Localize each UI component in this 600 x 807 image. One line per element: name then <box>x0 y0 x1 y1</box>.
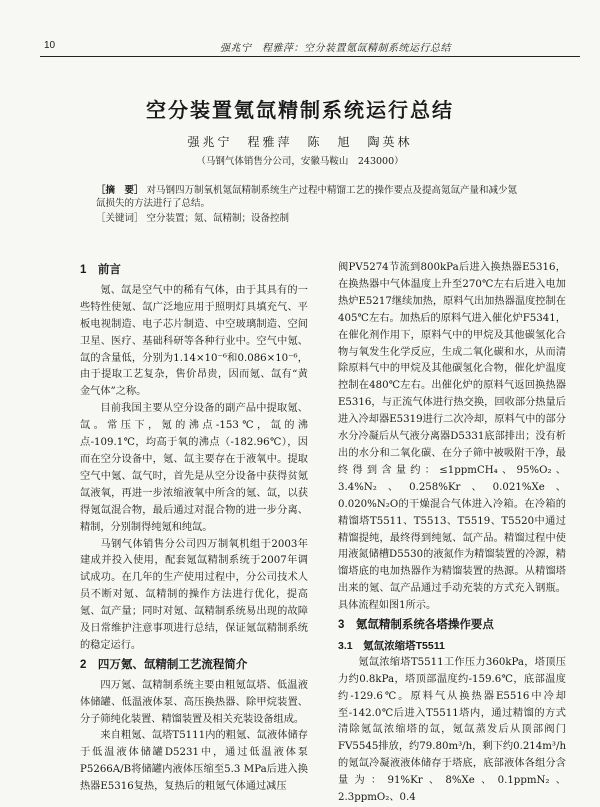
paragraph: 氪氙浓缩塔T5511工作压力360kPa，塔顶压力约0.8kPa，塔顶部温度约-159.6℃，底部温度约-129.6℃。原料气从换热器E5516中冷却至-142.0℃后进入T5511塔内，通过精馏的方式清除氪氙浓缩塔的氙，氪氙蒸发后从顶部阀门FV5545排放，约79.80m³/h，剩下约0.214m³/h的氪氙冷凝液液体储存于塔底，底部液体各组分含量为：91%Kr、8%Xe、0.1ppmN₂、2.3ppmO₂、0.4 <box>338 656 566 804</box>
section-2-heading: 2 四万氪、氙精制工艺流程简介 <box>80 658 248 671</box>
left-column <box>80 260 308 796</box>
paragraph: 氪、氙是空气中的稀有气体，由于其具有的一些特性使氪、氙广泛地应用于照明灯具填充气、平板电视制造、电子芯片制造、中空玻璃制造、空间卫星、医疗、基础科研等各种行业中。空气中氪、氙的含量低，分别为1.14×10⁻⁶和0.086×10⁻⁶，由于提取工艺复杂，售价昂贵，因而氪、氙有“黄金气体”之称。 <box>80 284 308 398</box>
author-affiliation: （马钢气体销售分公司，安徽马鞍山 243000） <box>196 156 404 167</box>
right-column <box>338 260 566 807</box>
page-number: 10 <box>44 40 56 51</box>
section-3-heading: 3 氪氙精制系统各塔操作要点 <box>338 619 494 632</box>
keywords <box>96 212 526 225</box>
abstract-label: ［摘 要］ <box>96 185 144 196</box>
page-header <box>40 38 580 57</box>
section-3-1-heading: 3.1 氪氙浓缩塔T5511 <box>338 639 445 652</box>
paragraph: 阀PV5274节流到800kPa后进入换热器E5316，在换热器中气体温度上升至270℃左右后进入电加热炉E5217继续加热，原料气出加热器温度控制在405℃左右。加热后的原料气进入催化炉F5341，在催化剂作用下，原料气中的甲烷及其他碳氢化合物与氧发生化学反应，生成二氧化碳和水，从而清除原料气中的甲烷及其他碳氢化合物，催化炉温度控制在480℃左右。出催化炉的原料气返回换热器E5316，与正流气体进行热交换，回收部分热量后进入冷却器E5319进行二次冷却，原料气中的部分水分冷凝后从气液分离器D5331底部排出；没有析出的水分和二氧化碳、在分子筛中被吸附干净，最终得到含量约：≤1ppmCH₄、95%O₂、3.4%N₂、0.258%Kr、0.021%Xe、0.020%N₂O的干燥混合气体进入冷箱。在冷箱的精馏塔T5511、T5513、T5519、T5520中通过精馏提纯，最终得到纯氪、氙产品。精馏过程中使用液氮储槽D5530的液氮作为精馏装置的冷源，精馏塔底的电加热器作为精馏装置的热源。从精馏塔出来的氪、氙产品通过手动充装的方式充入钢瓶。具体流程如图1所示。 <box>338 262 566 612</box>
abstract-text: 对马钢四万制氧机氪氙精制系统生产过程中精馏工艺的操作要点及提高氪氙产量和减少氪氙损失的方法进行了总结。 <box>96 185 518 209</box>
section-1-heading: 1 前言 <box>80 264 121 276</box>
paragraph: 四万氪、氙精制系统主要由粗氪氙塔、低温液体储罐、低温液体泵、高压换热器、除甲烷装置、分子筛纯化装置、精馏装置及相关充装设备组成。 <box>80 679 308 725</box>
abstract <box>96 184 526 210</box>
article-title: 空分装置氪氙精制系统运行总结 <box>146 98 454 122</box>
paragraph: 目前我国主要从空分设备的副产品中提取氪、氙。常压下，氪的沸点-153℃，氙的沸点-109.1℃，均高于氧的沸点（-182.96℃），因而在空分设备中，氪、氙主要存在于液氧中。提取空气中氪、氙气时，首先是从空分设备中获得贫氪氙液氧，再进一步浓缩液氧中所含的氪、氙，以获得氪氙混合物，最后通过对混合物的进一步分离、精制，分别制得纯氪和纯氙。 <box>80 403 308 533</box>
keywords-label: ［关键词］ <box>96 213 144 224</box>
running-title: 强兆宁 程雅萍：空分装置氪氙精制系统运行总结 <box>220 43 451 54</box>
paragraph: 马钢气体销售分公司四万制氧机组于2003年建成并投入使用，配套氪氙精制系统于2007年调试成功。在几年的生产使用过程中，分公司技术人员不断对氪、氙精制的操作方法进行优化，提高氪、氙产量；同时对氪、氙精制系统易出现的故障及日常维护注意事项进行总结，保证氪氙精制系统的稳定运行。 <box>80 538 308 651</box>
keywords-text: 空分装置；氪、氙精制；设备控制 <box>146 213 290 224</box>
paragraph: 来自粗氪、氙塔T5111内的粗氪、氙液体储存于低温液体储罐D5231中，通过低温液体泵P5266A/B将储罐内液体压缩至5.3 MPa后进入换热器E5316复热，复热后的粗氪气体通过减压 <box>80 730 308 793</box>
article-authors: 强兆宁 程雅萍 陈 旭 陶英林 <box>187 135 413 149</box>
